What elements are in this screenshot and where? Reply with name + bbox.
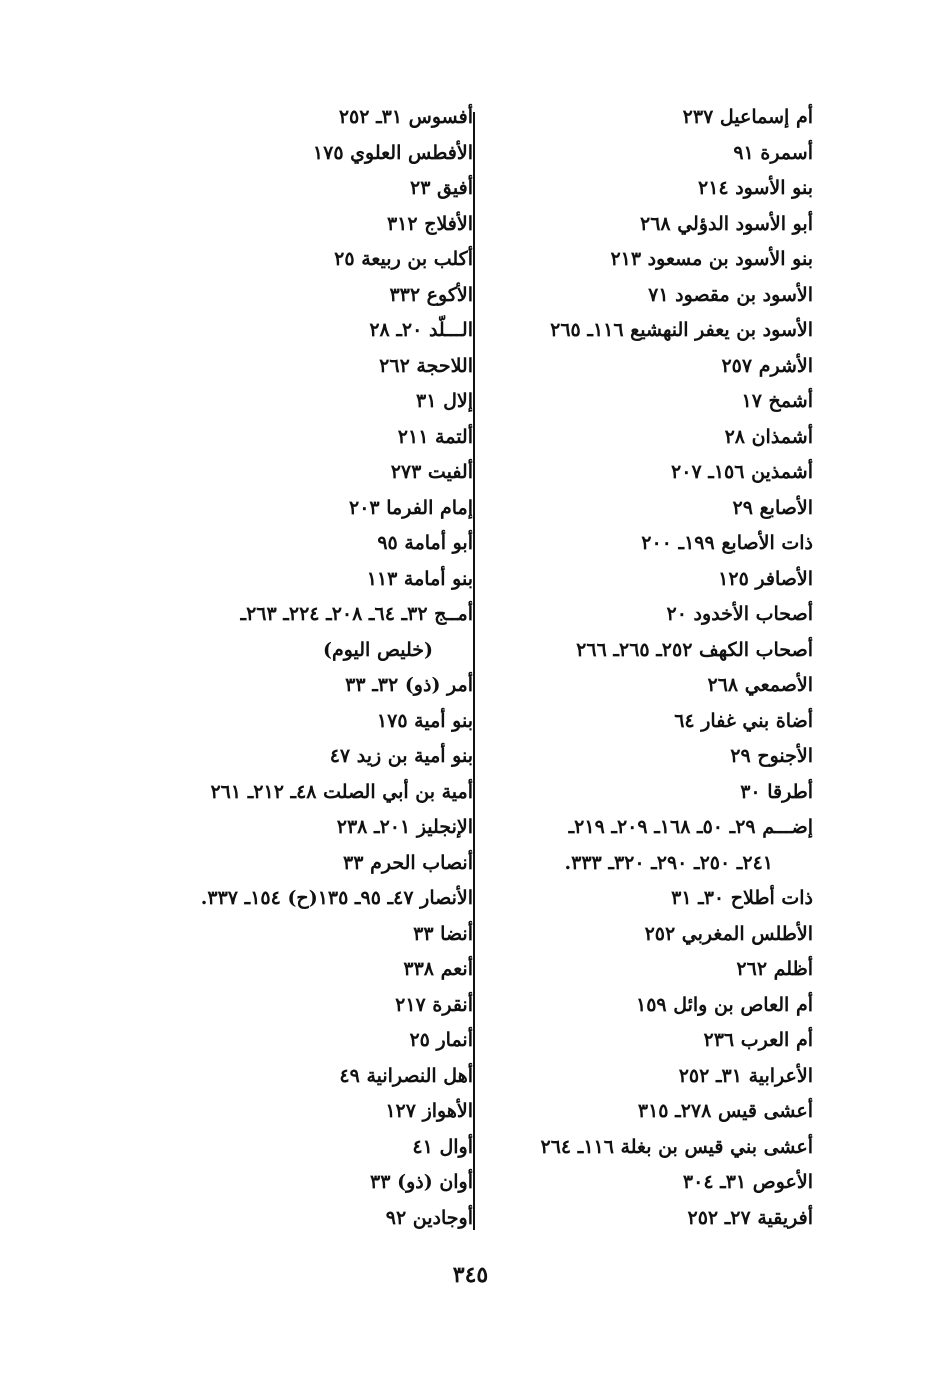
index-entry: الأكوع ٣٣٢: [389, 283, 473, 306]
index-entry: الأفطس العلوي ١٧٥: [312, 141, 473, 164]
index-entry: الأطلس المغربي ٢٥٢: [644, 922, 813, 945]
index-entry: أبو أمامة ٩٥: [377, 532, 473, 554]
index-entry: أشمذين ١٥٦ـ ٢٠٧: [671, 461, 813, 483]
index-column-right: [468, 100, 813, 1236]
index-entry: الأجنوح ٢٩: [730, 745, 813, 767]
index-entry: الأفلاج ٣١٢: [386, 212, 473, 235]
index-entry: بنو الأسود بن مسعود ٢١٣: [610, 248, 813, 270]
index-entry: بنو أمية بن زيد ٤٧: [329, 745, 473, 767]
index-entry: الأعوص ٣١ـ ٣٠٤: [682, 1171, 813, 1193]
index-entry: الإنجليز ٢٠١ـ ٢٣٨: [336, 816, 473, 838]
index-entry: أشمخ ١٧: [741, 390, 813, 412]
index-entry: أكلب بن ربيعة ٢٥: [334, 248, 473, 270]
index-entry: أشمذان ٢٨: [724, 425, 813, 448]
index-entry: الأصمعي ٢٦٨: [707, 674, 813, 696]
index-entry: أضاة بني غفار ٦٤: [674, 709, 813, 732]
index-column-left: [128, 100, 473, 1236]
index-entry: أفسوس ٣١ـ ٢٥٢: [338, 106, 473, 128]
index-entry: الأهواز ١٢٧: [385, 1100, 473, 1122]
index-entry: أوال ٤١: [412, 1135, 473, 1158]
index-entry: أنصاب الحرم ٣٣: [343, 851, 473, 874]
index-entry: الأسود بن مقصود ٧١: [648, 283, 813, 306]
index-entry: أم إسماعيل ٢٣٧: [682, 106, 813, 128]
index-entry-continuation: (خليص اليوم): [322, 638, 433, 661]
index-entry: اللاحجة ٢٦٢: [379, 354, 473, 377]
index-entry: الأنصار ٤٧ـ ٩٥ـ ١٣٥(ح) ١٥٤ـ ٣٣٧.: [200, 887, 473, 909]
index-entry: إضـــم ٢٩ـ ٥٠ـ ١٦٨ـ ٢٠٩ـ ٢١٩ـ: [568, 816, 813, 838]
index-entry: أنقرة ٢١٧: [395, 993, 473, 1016]
index-entry: أطرقا ٣٠: [740, 780, 813, 803]
index-entry: ذات الأصابع ١٩٩ـ ٢٠٠: [641, 532, 813, 554]
index-entry: أصحاب الأخدود ٢٠: [666, 603, 813, 625]
index-entry: أفيق ٢٣: [410, 177, 473, 199]
index-entry: أفريقية ٢٧ـ ٢٥٢: [687, 1206, 813, 1229]
index-entry: أصحاب الكهف ٢٥٢ـ ٢٦٥ـ ٢٦٦: [576, 638, 813, 661]
index-entry: الأعرابية ٣١ـ ٢٥٢: [678, 1064, 813, 1087]
index-entry: الأسود بن يعفر النهشيع ١١٦ـ ٢٦٥: [550, 319, 813, 341]
index-entry: أوان (ذو) ٣٣: [370, 1171, 473, 1193]
index-entry-continuation: ٢٤١ـ ٢٥٠ـ ٢٩٠ـ ٣٢٠ـ ٣٣٣.: [564, 851, 773, 874]
index-entry: أهل النصرانية ٤٩: [339, 1064, 473, 1087]
index-entry: بنو أمامة ١١٣: [366, 567, 473, 590]
index-entry: بنو الأسود ٢١٤: [697, 177, 813, 199]
index-entry: أعشى قيس ٢٧٨ـ ٣١٥: [637, 1100, 813, 1122]
column-divider: [473, 112, 475, 1230]
index-entry: أمــج ٣٢ـ ٦٤ـ ٢٠٨ـ ٢٢٤ـ ٢٦٣ـ: [240, 603, 473, 625]
index-entry: أم العاص بن وائل ١٥٩: [635, 993, 813, 1016]
index-entry: أظلم ٢٦٢: [736, 958, 813, 980]
index-entry: أمية بن أبي الصلت ٤٨ـ ٢١٢ـ ٢٦١: [210, 780, 473, 803]
index-entry: أسمرة ٩١: [733, 141, 813, 164]
index-entry: أنضا ٣٣: [413, 922, 473, 945]
index-entry: إمام الفرما ٢٠٣: [349, 496, 473, 519]
index-entry: أوجادين ٩٢: [385, 1206, 473, 1229]
index-entry: أنعم ٣٣٨: [403, 958, 473, 980]
index-entry: أبو الأسود الدؤلي ٢٦٨: [639, 212, 813, 235]
index-entry: إلال ٣١: [416, 390, 473, 412]
index-entry: ألفيت ٢٧٣: [390, 461, 473, 483]
index-entry: ألتمة ٢١١: [397, 425, 473, 448]
index-entry: أم العرب ٢٣٦: [703, 1029, 813, 1051]
index-entry: أنمار ٢٥: [409, 1029, 473, 1051]
index-entry: ذات أطلاح ٣٠ـ ٣١: [671, 887, 813, 909]
index-entry: الأصافر ١٢٥: [718, 567, 813, 590]
index-entry: الأشرم ٢٥٧: [721, 354, 813, 377]
index-entry: أعشى بني قيس بن بغلة ١١٦ـ ٢٦٤: [540, 1135, 813, 1158]
index-entry: أمر (ذو) ٣٢ـ ٣٣: [345, 674, 473, 696]
page-number: ٣٤٥: [452, 1262, 489, 1288]
index-entry: الأصابع ٢٩: [732, 496, 813, 519]
index-entry: الـــلّد ٢٠ـ ٢٨: [369, 319, 473, 341]
index-entry: بنو أمية ١٧٥: [376, 709, 473, 732]
